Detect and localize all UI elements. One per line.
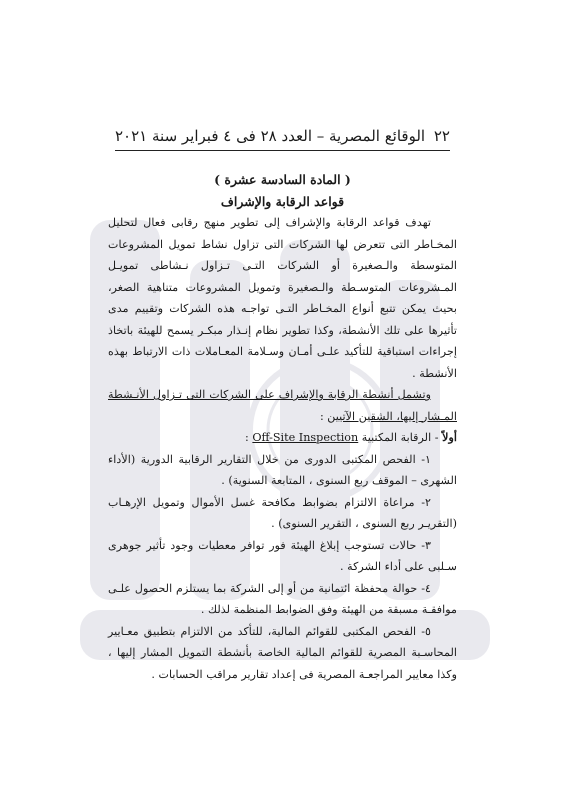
scope-paragraph — [108, 384, 457, 427]
scope-text: وتشمل أنشطة الرقابة والإشراف على الشركات التى تـزاول الأنـشطة المـشار إليها، الشقين الآتيين — [108, 388, 457, 423]
section-first-colon: : — [245, 431, 253, 444]
section-first-english: Off-Site Inspection — [252, 431, 359, 444]
page-header — [115, 127, 450, 145]
list-item-1: ١- الفحص المكتبى الدورى من خلال التقارير الرقابية الدورية (الأداء الشهرى – الموقف ربع السنوى ، المتابعة السنوية) . — [108, 452, 457, 487]
section-first-label: أولاً — [442, 430, 457, 444]
article-body — [108, 212, 457, 685]
page-number: ٢٢ — [433, 127, 450, 145]
intro-paragraph: تهدف قواعد الرقابة والإشراف إلى تطوير منهج رقابى فعال لتحليل المخـاطر التى تتعرض لها الشركات التى تزاول نشاط تمويل المشروعات المتوسطة والـصغيرة أو الشركات التـى تـزاول نـشاطى تمويـل المـشروعات المتوسـطة والـصغيرة وتمويل المشروعات متناهية الصغر، بحيث يمكن تتبع أنواع المخـاطر التـى تواجـه هذه الشركات وتقييم مدى تأثيرها على تلك الأنشطة، وكذا تطوير نظام إنـذار مبكـر يسمح للهيئة باتخاذ إجراءات استباقية للتأكيد علـى أمـان وسـلامة المعـاملات ذات الارتباط بهذه الأنشطة . — [108, 216, 457, 380]
list-item-4: ٤- حوالة محفظة ائتمانية من أو إلى الشركة بما يستلزم الحصول علـى موافقـة مسبقة من الهيئة وفق الضوابط المنظمة لذلك . — [108, 581, 457, 616]
list-item-3: ٣- حالات تستوجب إبلاغ الهيئة فور توافر معطيات وجود تأثير جوهرى سـلبى على أداء الشركة . — [108, 538, 457, 573]
section-first-heading — [108, 427, 457, 449]
section-first-text: - الرقابة المكتبية — [358, 431, 443, 444]
article-subtitle: قواعد الرقابة والإشراف — [220, 194, 345, 209]
article-title: ( المادة السادسة عشرة ) — [214, 172, 351, 187]
list-item-2: ٢- مراعاة الالتزام بضوابط مكافحة غسل الأموال وتمويل الإرهـاب (التقريـر ربع السنوى ، التقرير السنوى) . — [108, 495, 457, 530]
header-divider — [115, 150, 450, 151]
gazette-title: الوقائع المصرية – العدد ٢٨ فى ٤ فبراير سنة ٢٠٢١ — [115, 127, 426, 145]
scope-colon: : — [319, 409, 328, 423]
list-item-5: ٥- الفحص المكتبى للقوائم المالية، للتأكد من الالتزام بتطبيق معـايير المحاسـبة المصرية للقوائم المالية الخاصة بأنشطة التمويل المشار إليها ، وكذا معايير المراجعـة المصرية فى إعداد تقارير مراقب الحسابات . — [108, 624, 457, 681]
